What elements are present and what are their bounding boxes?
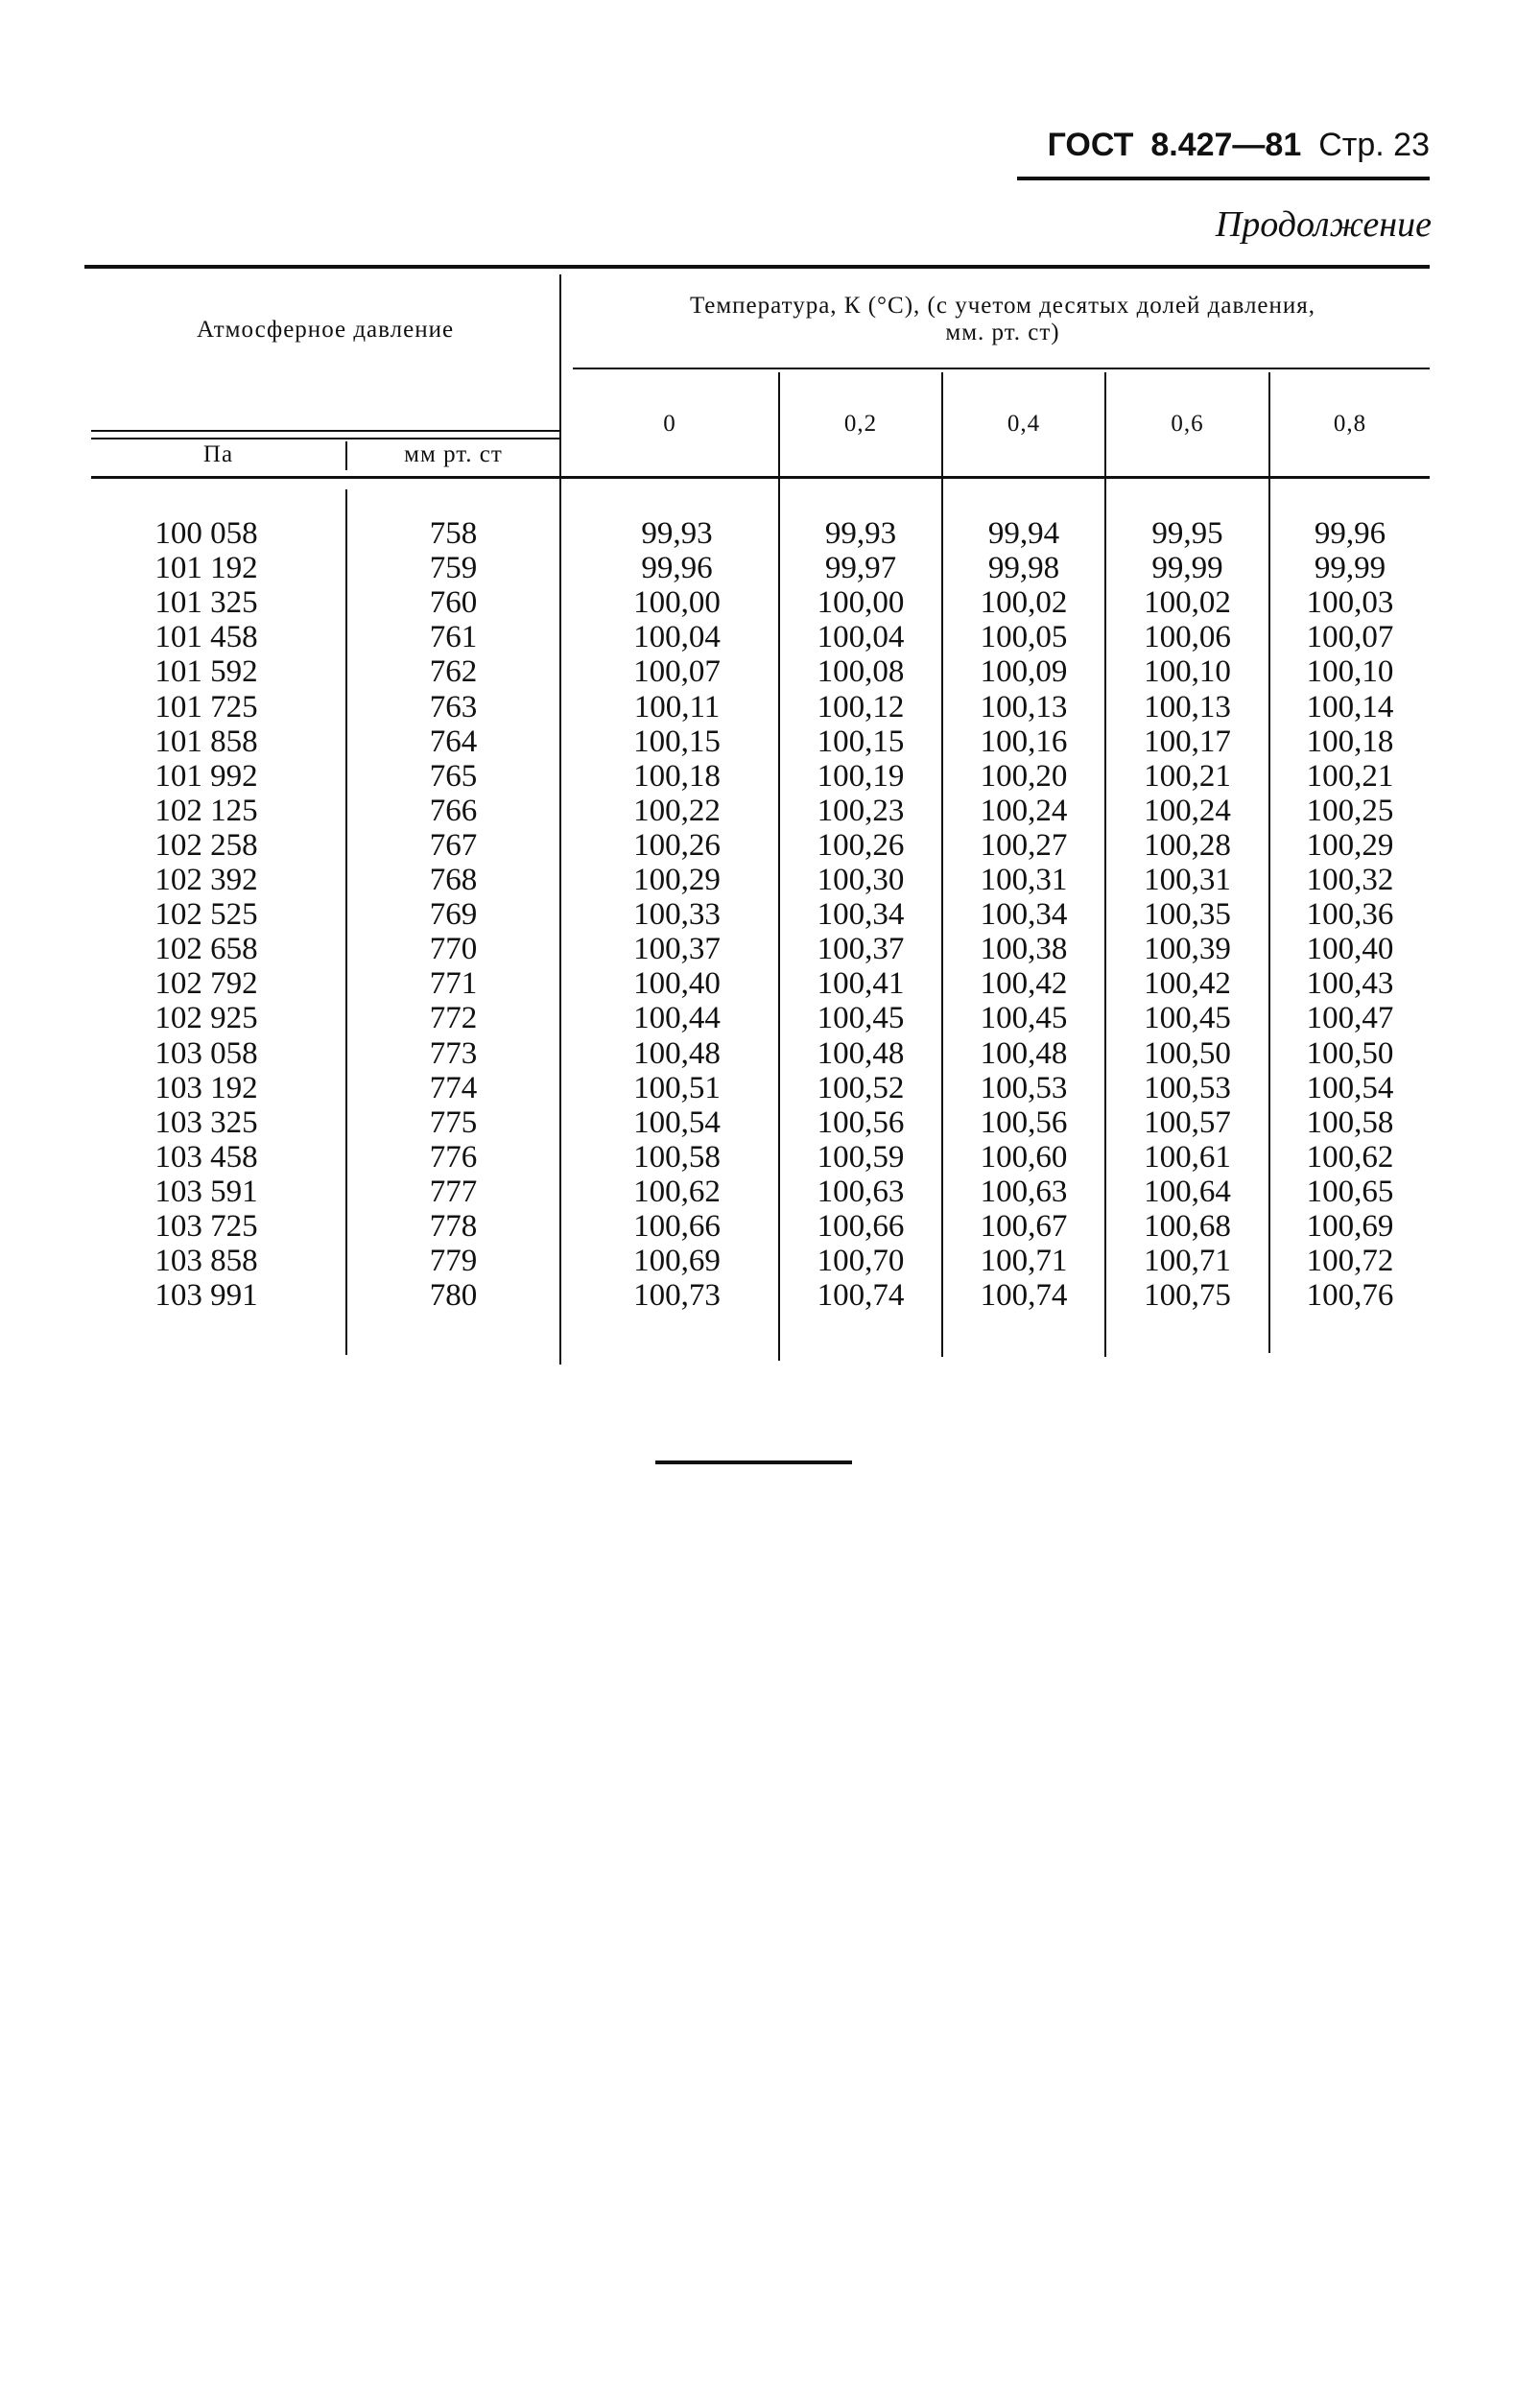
cell-t0: 100,29 <box>633 863 721 897</box>
temperature-group-header-line2: мм. рт. ст) <box>945 320 1060 345</box>
cell-t02: 100,59 <box>817 1139 905 1175</box>
cell-t04: 100,71 <box>980 1244 1068 1279</box>
cell-t02: 100,08 <box>817 654 905 690</box>
cell-t0: 99,96 <box>641 551 713 586</box>
cell-t06: 100,68 <box>1144 1209 1231 1244</box>
cell-t02: 100,23 <box>817 793 905 828</box>
cell-pa: 101 192 <box>154 551 258 586</box>
cell-t02: 100,12 <box>817 689 905 724</box>
cell-t06: 100,57 <box>1144 1104 1231 1140</box>
cell-mm: 775 <box>429 1104 478 1140</box>
cell-t04: 100,38 <box>980 932 1068 967</box>
cell-t06: 100,53 <box>1144 1070 1231 1105</box>
cell-t08: 100,43 <box>1306 966 1394 1002</box>
cell-t02: 100,41 <box>817 966 905 1002</box>
cell-t04: 100,56 <box>980 1104 1068 1140</box>
fraction-header-0: 0 <box>663 411 676 437</box>
cell-t0: 100,26 <box>633 827 721 863</box>
cell-pa: 101 592 <box>154 654 258 690</box>
cell-t06: 100,02 <box>1144 585 1231 621</box>
cell-t0: 100,69 <box>633 1244 721 1279</box>
cell-mm: 758 <box>429 516 478 551</box>
cell-t06: 100,75 <box>1144 1278 1231 1314</box>
fraction-header-1: 0,2 <box>843 411 878 437</box>
temperature-group-header: Температура, К (°С), (с учетом десятых долей давления, <box>689 293 1316 319</box>
cell-t04: 100,24 <box>980 793 1068 828</box>
cell-t0: 100,58 <box>633 1139 721 1175</box>
cell-t08: 99,96 <box>1314 516 1386 551</box>
cell-mm: 760 <box>429 585 478 621</box>
cell-mm: 780 <box>429 1278 478 1314</box>
cell-t04: 100,45 <box>980 1001 1068 1036</box>
cell-mm: 778 <box>429 1209 478 1244</box>
cell-t08: 100,76 <box>1306 1278 1394 1314</box>
cell-t06: 99,99 <box>1151 551 1223 586</box>
header-divider-pressure <box>91 430 559 432</box>
cell-t02: 100,00 <box>817 585 905 621</box>
cell-t04: 100,13 <box>980 689 1068 724</box>
cell-t04: 100,27 <box>980 827 1068 863</box>
cell-t08: 100,58 <box>1306 1104 1394 1140</box>
cell-t08: 100,62 <box>1306 1139 1394 1175</box>
cell-pa: 103 858 <box>154 1244 258 1279</box>
cell-pa: 103 325 <box>154 1104 258 1140</box>
fraction-header-3: 0,6 <box>1171 411 1204 437</box>
cell-mm: 761 <box>429 620 478 655</box>
pressure-mm-header: мм рт. ст <box>404 441 503 467</box>
pressure-group-header: Атмосферное давление <box>196 317 455 343</box>
header-bottom-rule <box>91 476 1430 479</box>
cell-t02: 100,30 <box>817 863 905 897</box>
cell-mm: 779 <box>429 1244 478 1279</box>
cell-t04: 100,60 <box>980 1139 1068 1175</box>
cell-t06: 100,71 <box>1144 1244 1231 1279</box>
cell-t04: 100,16 <box>980 724 1068 759</box>
cell-t04: 99,94 <box>987 516 1060 551</box>
cell-pa: 101 992 <box>154 758 258 794</box>
cell-t02: 100,70 <box>817 1244 905 1279</box>
cell-pa: 102 392 <box>154 863 258 897</box>
cell-mm: 759 <box>429 551 478 586</box>
cell-t02: 100,63 <box>817 1174 905 1209</box>
cell-t0: 100,00 <box>633 585 721 621</box>
cell-mm: 776 <box>429 1139 478 1175</box>
cell-t04: 100,05 <box>980 620 1068 655</box>
cell-pa: 103 991 <box>154 1278 258 1314</box>
cell-t06: 100,39 <box>1144 932 1231 967</box>
fraction-header-2: 0,4 <box>1007 411 1041 437</box>
cell-t04: 100,31 <box>980 863 1068 897</box>
cell-mm: 774 <box>429 1070 478 1105</box>
cell-t04: 99,98 <box>987 551 1060 586</box>
cell-mm: 777 <box>429 1174 478 1209</box>
cell-t06: 100,10 <box>1144 654 1231 690</box>
header-divider-temperature <box>573 368 1430 369</box>
cell-t06: 100,45 <box>1144 1001 1231 1036</box>
cell-t06: 100,13 <box>1144 689 1231 724</box>
cell-t0: 100,11 <box>633 689 721 724</box>
fraction-header-4: 0,8 <box>1333 411 1367 437</box>
cell-pa: 100 058 <box>154 516 258 551</box>
cell-t08: 100,50 <box>1306 1035 1394 1071</box>
cell-t02: 100,04 <box>817 620 905 655</box>
cell-t04: 100,74 <box>980 1278 1068 1314</box>
cell-t04: 100,34 <box>980 897 1068 933</box>
cell-mm: 773 <box>429 1035 478 1071</box>
cell-t04: 100,48 <box>980 1035 1068 1071</box>
cell-pa: 102 925 <box>154 1001 258 1036</box>
cell-t06: 100,24 <box>1144 793 1231 828</box>
cell-mm: 763 <box>429 689 478 724</box>
cell-t0: 99,93 <box>641 516 713 551</box>
cell-t02: 100,26 <box>817 827 905 863</box>
cell-mm: 764 <box>429 724 478 759</box>
standard-number: 8.427—81 <box>1150 127 1302 163</box>
cell-t08: 100,07 <box>1306 620 1394 655</box>
cell-t0: 100,22 <box>633 793 721 828</box>
cell-t04: 100,02 <box>980 585 1068 621</box>
cell-t0: 100,54 <box>633 1104 721 1140</box>
cell-t08: 100,47 <box>1306 1001 1394 1036</box>
cell-t08: 100,03 <box>1306 585 1394 621</box>
cell-pa: 103 591 <box>154 1174 258 1209</box>
cell-t08: 100,69 <box>1306 1209 1394 1244</box>
column-divider-main <box>559 274 561 1365</box>
cell-t0: 100,15 <box>633 724 721 759</box>
cell-mm: 767 <box>429 827 478 863</box>
cell-t0: 100,18 <box>633 758 721 794</box>
cell-t06: 99,95 <box>1151 516 1223 551</box>
cell-t08: 100,10 <box>1306 654 1394 690</box>
cell-t02: 100,74 <box>817 1278 905 1314</box>
cell-t04: 100,63 <box>980 1174 1068 1209</box>
standard-label: ГОСТ <box>1047 127 1134 163</box>
cell-t02: 100,19 <box>817 758 905 794</box>
page-header <box>1017 127 1430 180</box>
cell-t02: 100,52 <box>817 1070 905 1105</box>
cell-t0: 100,33 <box>633 897 721 933</box>
cell-t08: 100,36 <box>1306 897 1394 933</box>
cell-t08: 99,99 <box>1314 551 1386 586</box>
cell-t0: 100,44 <box>633 1001 721 1036</box>
cell-pa: 102 125 <box>154 793 258 828</box>
cell-mm: 771 <box>429 966 478 1002</box>
cell-t06: 100,50 <box>1144 1035 1231 1071</box>
cell-mm: 772 <box>429 1001 478 1036</box>
continuation-label: Продолжение <box>1215 204 1432 245</box>
cell-t06: 100,06 <box>1144 620 1231 655</box>
cell-mm: 762 <box>429 654 478 690</box>
cell-t02: 100,15 <box>817 724 905 759</box>
cell-t04: 100,09 <box>980 654 1068 690</box>
cell-pa: 103 058 <box>154 1035 258 1071</box>
cell-pa: 101 725 <box>154 689 258 724</box>
cell-t06: 100,17 <box>1144 724 1231 759</box>
cell-t08: 100,65 <box>1306 1174 1394 1209</box>
cell-t06: 100,21 <box>1144 758 1231 794</box>
cell-mm: 768 <box>429 863 478 897</box>
cell-t04: 100,67 <box>980 1209 1068 1244</box>
cell-mm: 765 <box>429 758 478 794</box>
cell-t08: 100,40 <box>1306 932 1394 967</box>
page-number: Стр. 23 <box>1318 127 1430 163</box>
cell-mm: 766 <box>429 793 478 828</box>
cell-pa: 103 192 <box>154 1070 258 1105</box>
cell-t08: 100,29 <box>1306 827 1394 863</box>
cell-t02: 100,37 <box>817 932 905 967</box>
end-rule <box>655 1460 852 1464</box>
cell-pa: 102 258 <box>154 827 258 863</box>
cell-pa: 103 458 <box>154 1139 258 1175</box>
cell-t08: 100,14 <box>1306 689 1394 724</box>
cell-t0: 100,48 <box>633 1035 721 1071</box>
cell-t0: 100,37 <box>633 932 721 967</box>
cell-t0: 100,62 <box>633 1174 721 1209</box>
cell-pa: 101 325 <box>154 585 258 621</box>
cell-t06: 100,35 <box>1144 897 1231 933</box>
cell-t0: 100,66 <box>633 1209 721 1244</box>
cell-t04: 100,53 <box>980 1070 1068 1105</box>
cell-t06: 100,61 <box>1144 1139 1231 1175</box>
pressure-pa-header: Па <box>202 441 234 467</box>
cell-pa: 103 725 <box>154 1209 258 1244</box>
cell-t02: 100,56 <box>817 1104 905 1140</box>
cell-t02: 100,66 <box>817 1209 905 1244</box>
cell-t02: 100,48 <box>817 1035 905 1071</box>
cell-t06: 100,64 <box>1144 1174 1231 1209</box>
cell-t04: 100,42 <box>980 966 1068 1002</box>
cell-t08: 100,32 <box>1306 863 1394 897</box>
cell-t0: 100,04 <box>633 620 721 655</box>
cell-t0: 100,73 <box>633 1278 721 1314</box>
cell-t08: 100,25 <box>1306 793 1394 828</box>
cell-t02: 99,97 <box>824 551 897 586</box>
cell-t02: 100,34 <box>817 897 905 933</box>
cell-t0: 100,07 <box>633 654 721 690</box>
cell-t02: 99,93 <box>824 516 897 551</box>
cell-pa: 101 858 <box>154 724 258 759</box>
cell-pa: 102 792 <box>154 966 258 1002</box>
cell-pa: 102 658 <box>154 932 258 967</box>
cell-t08: 100,72 <box>1306 1244 1394 1279</box>
cell-t02: 100,45 <box>817 1001 905 1036</box>
header-divider-pressure-2 <box>91 438 559 439</box>
cell-t0: 100,40 <box>633 966 721 1002</box>
cell-t06: 100,42 <box>1144 966 1231 1002</box>
cell-t04: 100,20 <box>980 758 1068 794</box>
cell-pa: 101 458 <box>154 620 258 655</box>
cell-t08: 100,21 <box>1306 758 1394 794</box>
cell-t08: 100,54 <box>1306 1070 1394 1105</box>
cell-t06: 100,31 <box>1144 863 1231 897</box>
cell-t06: 100,28 <box>1144 827 1231 863</box>
cell-t0: 100,51 <box>633 1070 721 1105</box>
table-top-rule <box>84 265 1430 269</box>
cell-t08: 100,18 <box>1306 724 1394 759</box>
cell-mm: 769 <box>429 897 478 933</box>
cell-pa: 102 525 <box>154 897 258 933</box>
cell-mm: 770 <box>429 932 478 967</box>
